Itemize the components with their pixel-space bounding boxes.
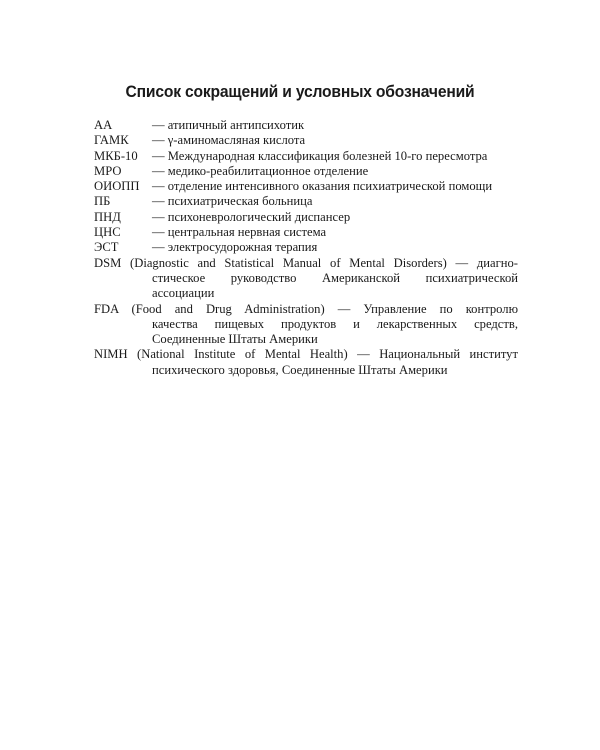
abbreviation-definition: — γ-аминомасляная кислота [152, 133, 306, 148]
abbreviation-entry-mro [94, 164, 518, 179]
abbreviation-definition: — центральная нервная система [152, 225, 327, 240]
abbreviation-entry-mkb10 [94, 149, 518, 164]
abbreviation-entry-dsm [94, 256, 518, 302]
abbreviation-entry-gamk [94, 133, 518, 148]
abbreviation-definition: — отделение интенсивного оказания психиатрической помощи [152, 179, 493, 194]
abbreviation-definition: — атипичный антипсихотик [152, 118, 305, 132]
abbreviation-entry-first-line: DSM (Diagnostic and Statistical Manual of Mental Disorders) — диагно- [94, 255, 518, 270]
abbreviation-entry-continuation: качества пищевых продуктов и лекарственных средств, [152, 316, 518, 331]
abbreviation-definition: — медико-реабилитационное отделение [152, 163, 369, 178]
abbreviation-definition: — психоневрологический диспансер [152, 209, 351, 224]
page-title: Список сокращений и условных обозначений [125, 82, 475, 101]
abbreviation-term: ПБ [94, 194, 111, 209]
abbreviation-entry-est [94, 240, 518, 255]
abbreviation-term: МКБ-10 [94, 148, 138, 163]
abbreviation-term: ЦНС [94, 225, 121, 240]
abbreviation-entry-continuation: ассоциации [152, 286, 215, 301]
abbreviation-entry-tsns [94, 225, 518, 240]
abbreviation-entry-pb [94, 194, 518, 209]
abbreviation-entry-first-line: FDA (Food and Drug Administration) — Управление по контролю [94, 301, 518, 316]
abbreviation-definition: — Международная классификация болезней 10-го пересмотра [152, 148, 488, 163]
abbreviation-entry-aa [94, 118, 518, 133]
abbreviation-definition: — психиатрическая больница [152, 194, 313, 209]
abbreviation-term: ОИОПП [94, 179, 140, 194]
abbreviation-term: ПНД [94, 209, 121, 224]
abbreviation-list [94, 118, 518, 378]
abbreviation-entry-fda [94, 302, 518, 348]
abbreviation-definition: — электросудорожная терапия [152, 240, 318, 255]
abbreviation-term: АА [94, 118, 113, 132]
abbreviation-term: МРО [94, 163, 122, 178]
abbreviation-term: ГАМК [94, 133, 129, 148]
abbreviation-entry-pnd [94, 210, 518, 225]
abbreviation-entry-continuation: Соединенные Штаты Америки [152, 332, 318, 347]
abbreviation-entry-first-line: NIMH (National Institute of Mental Health) — Национальный институт [94, 347, 518, 362]
abbreviation-entry-oiopp [94, 179, 518, 194]
abbreviation-entry-continuation: стическое руководство Американской психиатрической [152, 270, 518, 285]
abbreviation-term: ЭСТ [94, 240, 119, 255]
abbreviation-entry-continuation: психического здоровья, Соединенные Штаты Америки [152, 362, 448, 377]
abbreviation-entry-nimh [94, 347, 518, 378]
